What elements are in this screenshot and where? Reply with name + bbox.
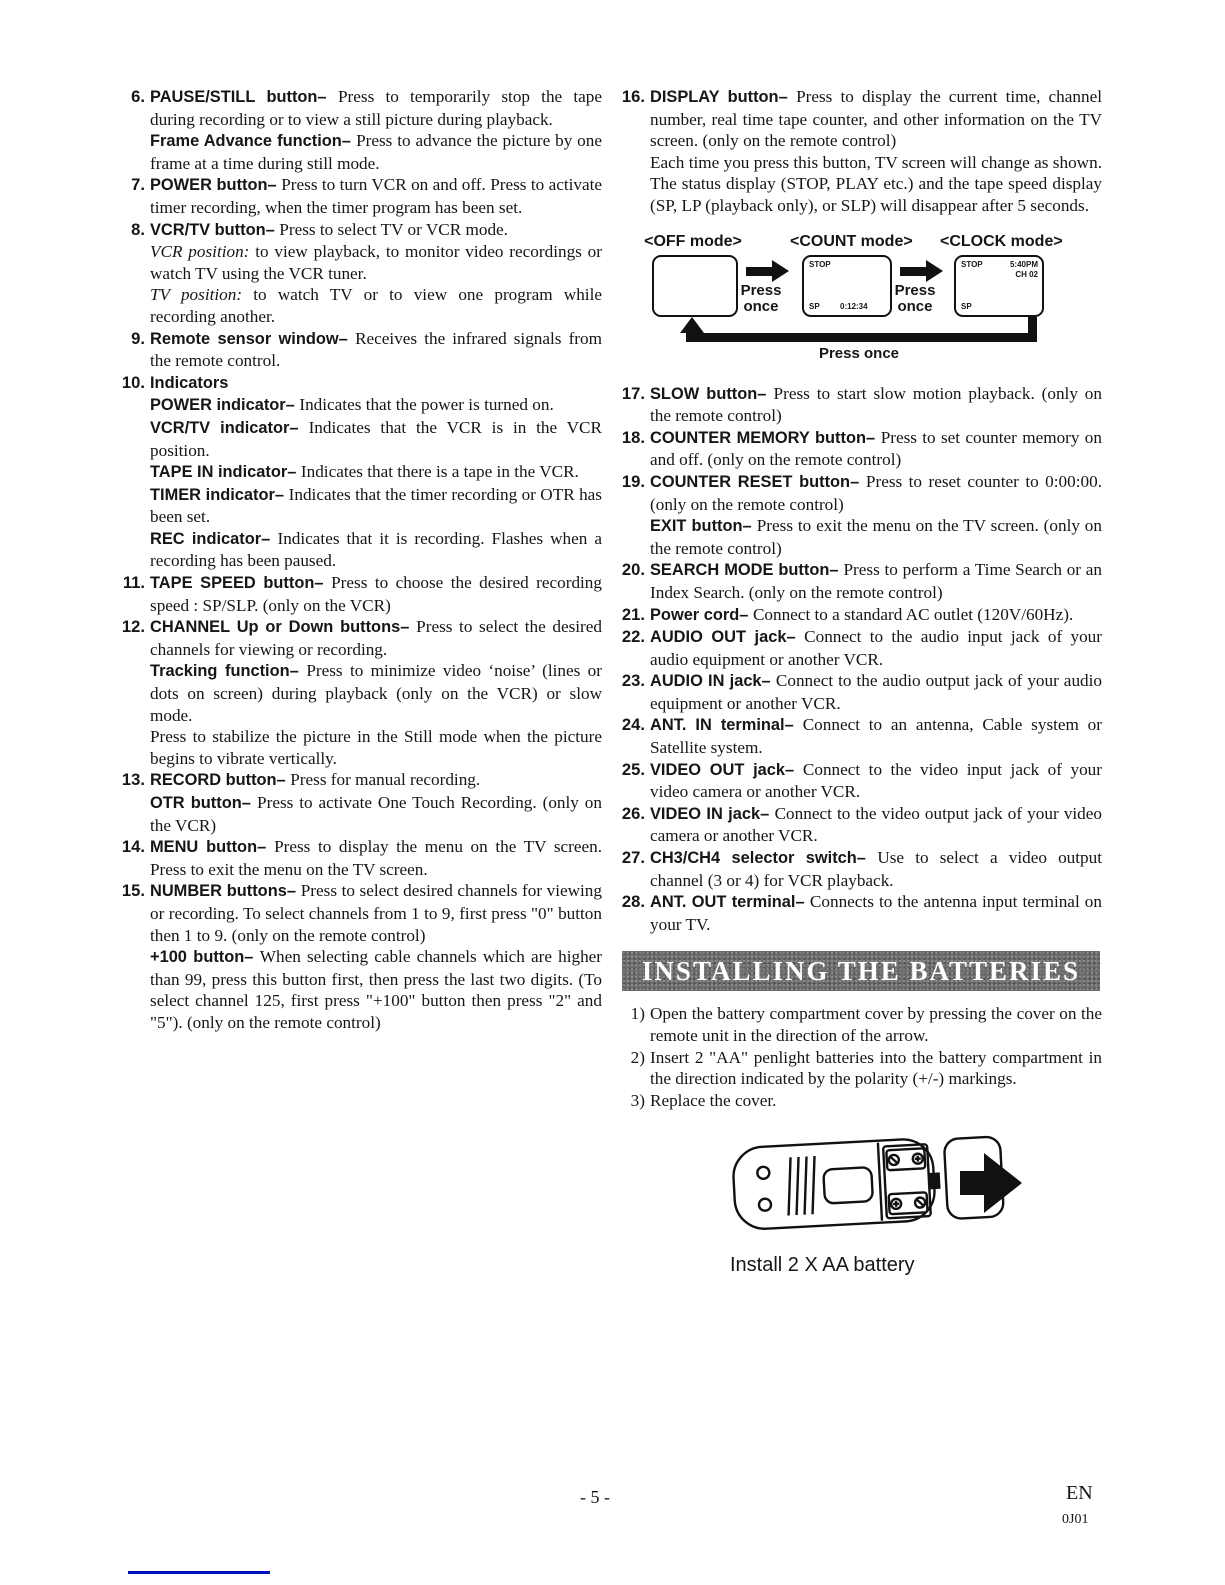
list-item (112, 880, 602, 1033)
paragraph (650, 847, 1102, 891)
item-body (150, 769, 602, 836)
bold-label: TIMER indicator– (150, 485, 289, 504)
bold-label: VIDEO OUT jack– (650, 760, 803, 779)
item-body (650, 1003, 1102, 1046)
text-run: Replace the cover. (650, 1090, 777, 1110)
bold-label: Frame Advance function– (150, 132, 357, 151)
paragraph (650, 1090, 1102, 1112)
item-number: 25. (621, 759, 645, 779)
bold-label: NUMBER buttons– (150, 882, 301, 901)
two-column-layout (112, 86, 1102, 1277)
text-run: Connect to the video input jack of your video camera or another VCR. (650, 759, 1102, 802)
bold-label: CHANNEL Up or Down buttons– (150, 618, 417, 637)
text-run: Indicates that it is recording. Flashes when a recording has been paused. (150, 528, 602, 571)
list-item (612, 803, 1102, 847)
paragraph (150, 726, 602, 769)
press-once-label: Press (740, 281, 782, 299)
remote-pad (823, 1168, 873, 1204)
text-run: When selecting cable channels which are higher than 99, press this button first, then press the last two digits. (To select channel 125, first press "+100" button then press "2" and "5"). (only on the remote control) (150, 947, 603, 1032)
press-once-label: once (897, 297, 933, 315)
paragraph (650, 427, 1102, 471)
paragraph (650, 471, 1102, 515)
press-once-label: Press (894, 281, 936, 299)
paragraph (150, 461, 602, 484)
list-item (612, 604, 1102, 627)
list-item (112, 86, 602, 174)
paragraph (650, 626, 1102, 670)
bold-label: SLOW button– (650, 384, 774, 403)
text-run: Indicates that there is a tape in the VCR. (300, 462, 579, 482)
bold-label: COUNTER RESET button– (650, 472, 866, 491)
list-item (612, 1047, 1102, 1090)
bold-label: Tracking function– (150, 662, 307, 681)
paragraph (650, 515, 1102, 559)
text-run: Connect to a standard AC outlet (120V/60Hz). (752, 604, 1074, 624)
text-run: Press to activate One Touch Recording. (only on the VCR) (150, 793, 602, 835)
list-item (612, 471, 1102, 559)
item-body (650, 626, 1102, 670)
paragraph (650, 383, 1102, 427)
remote-illustration-wrap (724, 1125, 1036, 1277)
text-run: Connects to the antenna input terminal on your TV. (650, 892, 1102, 934)
paragraph (150, 219, 602, 242)
item-number: 18. (621, 427, 645, 447)
item-body (650, 1090, 1102, 1112)
text-run: Receives the infrared signals from the remote control. (150, 328, 602, 371)
item-number: 16. (621, 87, 645, 106)
text-run: to watch TV or to view one program while recording another. (150, 285, 602, 326)
time-text: 5:40PM (1009, 259, 1038, 269)
paragraph (150, 284, 602, 327)
text-run: Press to reset counter to 0:00:00. (only on the remote control) (650, 471, 1102, 514)
battery-steps-list (612, 1003, 1102, 1111)
list-item (612, 1090, 1102, 1112)
bold-label: ANT. IN terminal– (650, 716, 803, 735)
text-run: Press to select desired channels for viewing or recording. To select channels from 1 to 9, first press "0" button then 1 to 9. (only on the remote control) (150, 881, 602, 945)
bold-label: MENU button– (150, 838, 275, 857)
item-number: 12. (121, 617, 145, 637)
item-body (150, 372, 602, 572)
italic-label: VCR position: (150, 242, 256, 262)
paragraph (150, 372, 602, 395)
text-run: Press to temporarily stop the tape during recording or to view a still picture during playback. (150, 87, 602, 129)
list-item (612, 847, 1102, 891)
bold-label: Indicators (150, 373, 229, 392)
item-number: 1) (630, 1004, 645, 1024)
item-body (650, 847, 1102, 891)
paragraph (650, 891, 1102, 935)
bold-label: POWER button– (150, 176, 282, 195)
paragraph (150, 616, 602, 660)
text-run: Press to select TV or VCR mode. (279, 219, 508, 239)
item-number: 24. (621, 715, 645, 735)
paragraph (650, 714, 1102, 758)
text-run: Connect to the audio output jack of your audio equipment or another VCR. (650, 671, 1102, 713)
text-run: Insert 2 "AA" penlight batteries into the battery compartment in the direction indicated by the polarity (+/-) markings. (650, 1047, 1102, 1089)
paragraph (650, 1003, 1102, 1046)
list-item (612, 626, 1102, 670)
item-body (650, 471, 1102, 559)
text-run: Press to display the current time, channel number, real time tape counter, and other information on the TV screen. (only on the remote control) (650, 87, 1102, 151)
speed-text: SP (961, 301, 972, 311)
bold-label: OTR button– (150, 794, 258, 812)
bold-label: CH3/CH4 selector switch– (650, 849, 878, 868)
italic-label: TV position: (150, 285, 254, 305)
paragraph (150, 174, 602, 218)
item-number: 8. (131, 219, 145, 239)
bold-label: Power cord– (650, 605, 753, 624)
item-number: 20. (621, 560, 645, 580)
item-body (650, 86, 1102, 217)
paragraph (150, 660, 602, 726)
item-body (650, 891, 1102, 935)
item-number: 2) (630, 1047, 645, 1067)
paragraph (650, 803, 1102, 847)
paragraph (150, 241, 602, 284)
bold-label: +100 button– (150, 948, 260, 967)
display-mode-diagram (642, 233, 1112, 371)
compartment-divider (878, 1143, 882, 1221)
arrow-right-icon (900, 267, 926, 276)
speaker-grille-icon (794, 1157, 802, 1215)
item-body (150, 836, 602, 880)
paragraph (150, 417, 602, 461)
list-item (612, 714, 1102, 758)
paragraph (150, 946, 602, 1033)
item-body (150, 174, 602, 218)
cover-latch (930, 1174, 940, 1188)
bold-label: PAUSE/STILL button– (150, 88, 338, 106)
paragraph (150, 792, 602, 836)
bold-label: TAPE SPEED button– (150, 574, 332, 593)
paragraph (150, 130, 602, 174)
item-body (650, 604, 1102, 627)
item-body (650, 803, 1102, 847)
left-column (112, 86, 602, 1277)
bold-label: COUNTER MEMORY button– (650, 428, 881, 447)
text-run: Press for manual recording. (290, 770, 481, 790)
item-number: 21. (621, 604, 645, 624)
bold-label: ANT. OUT terminal– (650, 893, 810, 912)
paragraph (650, 604, 1102, 627)
paragraph (150, 528, 602, 572)
item-number: 11. (122, 573, 145, 593)
arrow-right-icon (772, 260, 789, 282)
list-item (612, 1003, 1102, 1046)
item-number: 26. (621, 803, 645, 823)
press-once-label: Press once (818, 344, 900, 362)
paragraph (150, 769, 602, 792)
list-item (112, 328, 602, 372)
return-arrow-icon (686, 333, 1037, 342)
text-run: Press to display the menu on the TV screen. Press to exit the menu on the TV screen. (150, 837, 603, 879)
item-number: 17. (621, 383, 645, 403)
text-run: Press to start slow motion playback. (only on the remote control) (650, 383, 1102, 426)
text-run: Indicates that the VCR is in the VCR position. (150, 417, 602, 460)
item-number: 7. (131, 175, 145, 195)
count-mode-label: <COUNT mode> (790, 232, 913, 250)
paragraph (650, 1047, 1102, 1090)
counter-text: 0:12:34 (840, 301, 868, 311)
illustration-caption: Install 2 X AA battery (730, 1254, 915, 1277)
text-run: Connect to an antenna, Cable system or Satellite system. (650, 715, 1102, 758)
bold-label: POWER indicator– (150, 396, 300, 415)
paragraph (650, 559, 1102, 603)
bold-label: Remote sensor window– (150, 329, 356, 348)
paragraph (150, 328, 602, 372)
count-mode-screen (802, 255, 892, 317)
bold-label: VCR/TV indicator– (150, 418, 309, 437)
item-number: 13. (121, 770, 145, 790)
item-body (150, 86, 602, 174)
item-body (650, 1047, 1102, 1090)
remote-button-icon (759, 1199, 772, 1212)
item-body (650, 559, 1102, 603)
item-body (150, 616, 602, 769)
item-number: 23. (621, 671, 645, 691)
off-mode-screen (652, 255, 738, 317)
bold-label: VIDEO IN jack– (650, 804, 775, 823)
text-run: Press to set counter memory on and off. (only on the remote control) (650, 427, 1102, 470)
text-run: Indicates that the timer recording or OTR has been set. (150, 484, 602, 527)
paragraph (150, 572, 602, 616)
scan-artifact-line (128, 1571, 270, 1574)
item-number: 6. (131, 87, 145, 106)
status-text: STOP (809, 259, 831, 269)
list-item (112, 174, 602, 218)
clock-mode-screen (954, 255, 1044, 317)
text-run: Connect to the audio input jack of your audio equipment or another VCR. (650, 627, 1102, 669)
item-body (650, 427, 1102, 471)
list-item (112, 616, 602, 769)
list-item (112, 372, 602, 572)
list-item (112, 769, 602, 836)
text-run: Press to stabilize the picture in the Still mode when the picture begins to vibrate vertically. (150, 727, 602, 768)
list-item (612, 427, 1102, 471)
text-run: Press to advance the picture by one frame at a time during still mode. (150, 131, 602, 173)
paragraph (650, 86, 1102, 152)
list-item (612, 559, 1102, 603)
text-run: Press to exit the menu on the TV screen. (only on the remote control) (650, 516, 1102, 558)
item-body (150, 328, 602, 372)
status-text: STOP (961, 259, 983, 269)
paragraph (650, 152, 1102, 217)
item-number: 15. (121, 881, 145, 901)
paragraph (150, 394, 602, 417)
bold-label: EXIT button– (650, 517, 757, 536)
text-run: Use to select a video output channel (3 or 4) for VCR playback. (650, 848, 1103, 890)
item-body (650, 383, 1102, 427)
language-code: EN (1066, 1482, 1093, 1504)
item-body (150, 572, 602, 616)
channel-text: CH 02 (1015, 269, 1038, 279)
item-number: 10. (121, 372, 145, 392)
item-number: 28. (621, 892, 645, 912)
right-column-items-top (612, 86, 1102, 217)
list-item (112, 836, 602, 880)
right-column (612, 86, 1102, 1277)
list-item (612, 383, 1102, 427)
paragraph (650, 670, 1102, 714)
list-item (112, 572, 602, 616)
bold-label: TAPE IN indicator– (150, 463, 301, 482)
page-number: - 5 - (580, 1487, 610, 1507)
arrow-right-icon (746, 267, 772, 276)
bold-label: SEARCH MODE button– (650, 561, 844, 580)
paragraph (150, 484, 602, 528)
bold-label: DISPLAY button– (650, 88, 797, 106)
press-once-label: once (743, 297, 779, 315)
item-number: 27. (621, 848, 645, 868)
right-column-items-bottom (612, 383, 1102, 936)
item-number: 9. (131, 328, 145, 348)
speaker-grille-icon (810, 1156, 818, 1214)
item-number: 14. (121, 837, 145, 857)
paragraph (150, 86, 602, 130)
text-run: Press to choose the desired recording speed : SP/SLP. (only on the VCR) (150, 573, 602, 615)
item-number: 3) (630, 1090, 645, 1110)
bold-label: REC indicator– (150, 529, 278, 548)
text-run: Press to minimize video ‘noise’ (lines or dots on screen) during playback (only on the VCR) or slow mode. (150, 661, 602, 725)
item-number: 22. (621, 627, 645, 647)
list-item (612, 759, 1102, 803)
paragraph (150, 880, 602, 946)
item-number: 19. (621, 471, 645, 491)
bold-label: RECORD button– (150, 771, 291, 790)
list-item (112, 219, 602, 328)
remote-unit-illustration (724, 1125, 1036, 1243)
text-run: Press to select the desired channels for viewing or recording. (150, 617, 602, 659)
text-run: Open the battery compartment cover by pressing the cover on the remote unit in the direction of the arrow. (650, 1004, 1102, 1045)
bold-label: AUDIO IN jack– (650, 672, 776, 691)
slide-direction-arrow-icon (960, 1153, 1022, 1213)
speed-text: SP (809, 301, 820, 311)
arrow-right-icon (926, 260, 943, 282)
speaker-grille-icon (786, 1158, 794, 1216)
document-code: 0J01 (1062, 1512, 1089, 1527)
section-header: INSTALLING THE BATTERIES (622, 951, 1100, 991)
text-run: Connect to the video output jack of your video camera or another VCR. (650, 803, 1103, 846)
return-arrow-icon (680, 317, 704, 333)
bold-label: VCR/TV button– (150, 220, 280, 239)
clock-mode-label: <CLOCK mode> (940, 232, 1063, 250)
item-body (650, 670, 1102, 714)
item-body (150, 219, 602, 328)
list-item (612, 891, 1102, 935)
item-body (650, 759, 1102, 803)
text-run: Each time you press this button, TV screen will change as shown. The status display (STOP, PLAY etc.) and the tape speed display (SP, LP (playback only), or SLP) will disappear after 5 seconds. (650, 152, 1102, 215)
list-item (612, 86, 1102, 217)
item-body (150, 880, 602, 1033)
off-mode-label: <OFF mode> (644, 232, 742, 250)
bold-label: AUDIO OUT jack– (650, 628, 805, 647)
text-run: Indicates that the power is turned on. (299, 395, 554, 415)
list-item (612, 670, 1102, 714)
speaker-grille-icon (802, 1157, 810, 1215)
paragraph (150, 836, 602, 880)
item-body (650, 714, 1102, 758)
remote-button-icon (757, 1167, 770, 1180)
text-run: Press to turn VCR on and off. Press to activate timer recording, when the timer program has been set. (150, 175, 603, 217)
text-run: Press to perform a Time Search or an Index Search. (only on the remote control) (650, 560, 1102, 602)
text-run: to view playback, to monitor video recordings or watch TV using the VCR tuner. (150, 242, 602, 283)
paragraph (650, 759, 1102, 803)
